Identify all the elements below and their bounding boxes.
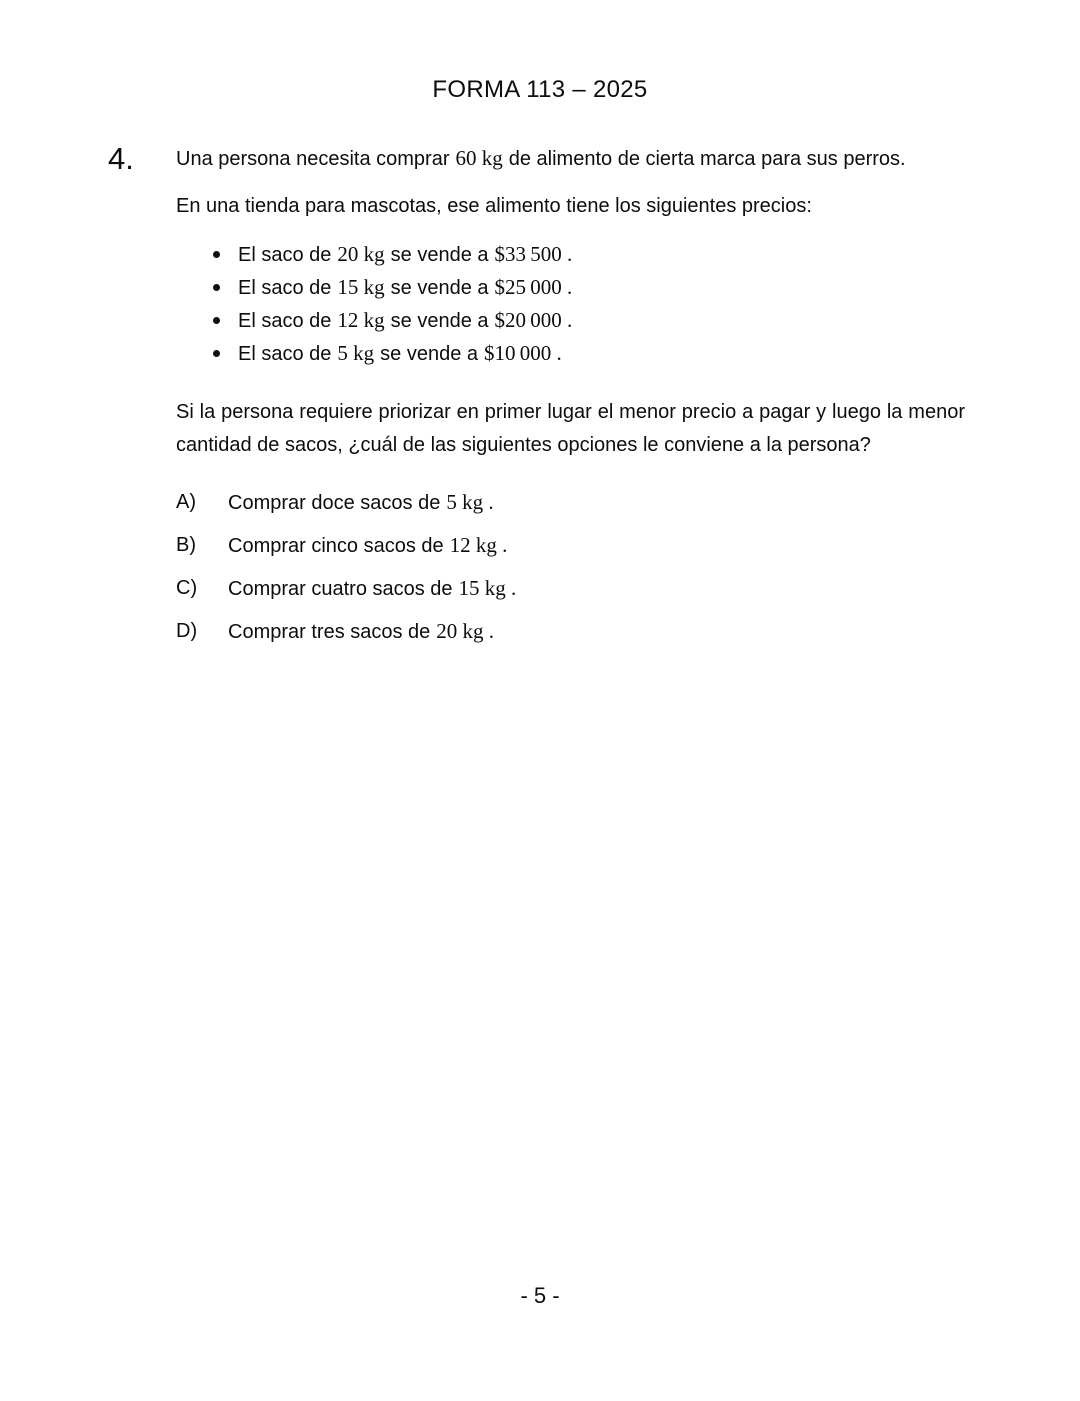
option-quantity: 20 kg . — [436, 619, 495, 643]
question-intro-paragraph — [176, 142, 965, 176]
bullet-weight: 20 kg — [337, 242, 385, 266]
option-d — [176, 619, 965, 645]
bullet-price: $25 000 . — [494, 275, 573, 299]
option-quantity: 12 kg . — [449, 533, 508, 557]
bullet-price: $33 500 . — [494, 242, 573, 266]
bullet-price: $10 000 . — [484, 341, 562, 365]
option-c-text — [228, 576, 522, 602]
intro-text-pre: Una persona necesita comprar — [176, 148, 450, 170]
option-b — [176, 533, 965, 559]
price-list-item — [176, 271, 965, 304]
bullet-mid: se vende a — [390, 310, 489, 332]
bullet-weight: 15 kg — [337, 275, 385, 299]
option-text-pre: Comprar doce sacos de — [228, 492, 441, 514]
option-text-pre: Comprar cuatro sacos de — [228, 578, 453, 600]
option-a-text — [228, 490, 500, 516]
answer-options — [176, 490, 965, 645]
price-list-item — [176, 337, 965, 370]
bullet-mid: se vende a — [390, 277, 489, 299]
option-c — [176, 576, 965, 602]
bullet-mid: se vende a — [380, 343, 478, 365]
option-d-label: D) — [176, 620, 198, 642]
bullet-pre: El saco de — [238, 310, 332, 332]
question-number: 4. — [108, 141, 134, 176]
bullet-price: $20 000 . — [494, 308, 573, 332]
page-number: - 5 - — [520, 1283, 560, 1308]
option-text-pre: Comprar cinco sacos de — [228, 535, 444, 557]
bullet-pre: El saco de — [238, 277, 332, 299]
store-line: En una tienda para mascotas, ese alimento tiene los siguientes precios: — [176, 195, 812, 217]
option-d-text — [228, 619, 500, 645]
price-list — [176, 238, 965, 370]
option-a-label: A) — [176, 491, 196, 513]
intro-quantity: 60 kg — [455, 146, 503, 170]
option-quantity: 5 kg . — [446, 490, 494, 514]
question-prompt: Si la persona requiere priorizar en primer lugar el menor precio a pagar y luego la menor cantidad de sacos, ¿cuál de las siguientes opciones le conviene a la persona? — [176, 401, 965, 456]
question-body — [176, 142, 965, 662]
option-a — [176, 490, 965, 516]
option-b-text — [228, 533, 513, 559]
bullet-mid: se vende a — [390, 244, 489, 266]
option-c-label: C) — [176, 577, 198, 599]
bullet-pre: El saco de — [238, 343, 332, 365]
intro-text-post: de alimento de cierta marca para sus perros. — [508, 148, 906, 170]
question-block — [0, 142, 1080, 662]
bullet-weight: 12 kg — [337, 308, 385, 332]
option-b-label: B) — [176, 534, 196, 556]
bullet-weight: 5 kg — [337, 341, 375, 365]
price-list-item — [176, 304, 965, 337]
option-quantity: 15 kg . — [458, 576, 517, 600]
bullet-pre: El saco de — [238, 244, 332, 266]
page-title: FORMA 113 – 2025 — [432, 76, 648, 103]
price-list-item — [176, 238, 965, 271]
option-text-pre: Comprar tres sacos de — [228, 621, 431, 643]
